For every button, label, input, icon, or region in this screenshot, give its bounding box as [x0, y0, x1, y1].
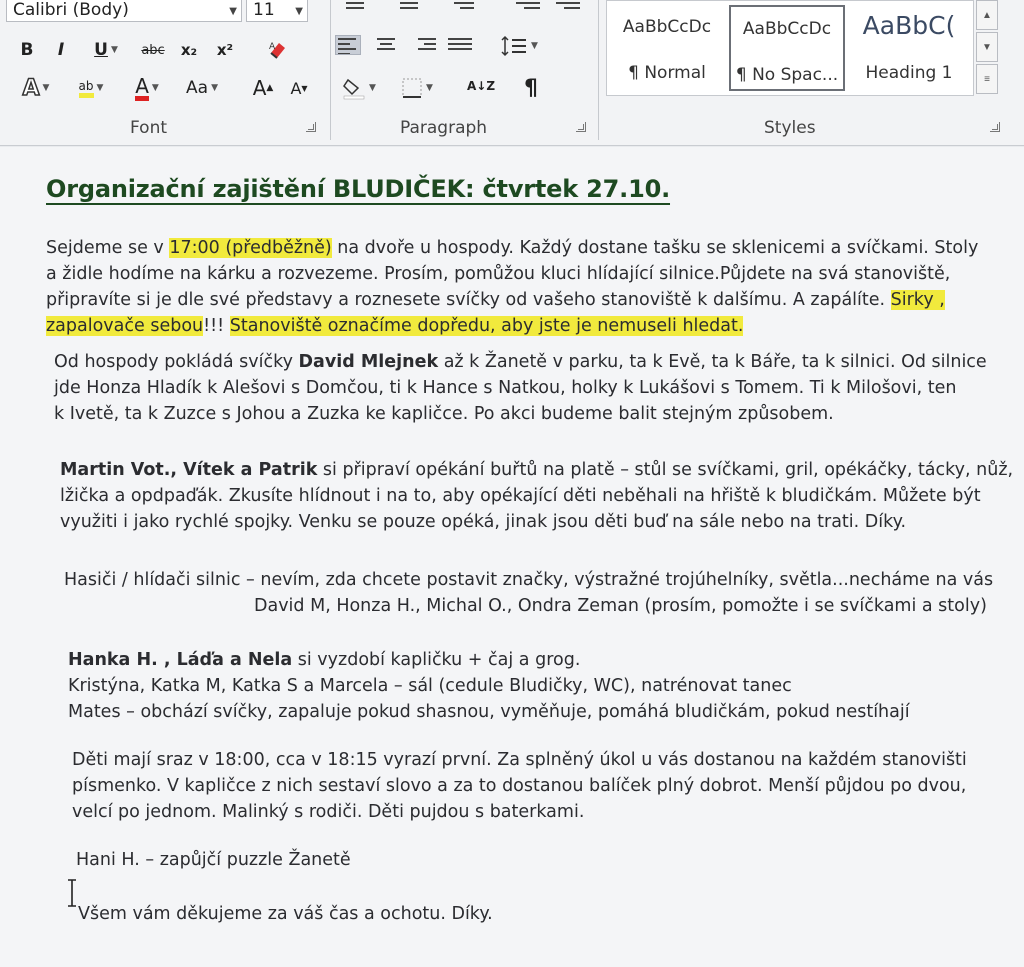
styles-dialog-launcher-icon[interactable]	[990, 122, 1000, 132]
chevron-down-icon: ▼	[229, 6, 237, 17]
gallery-scroll-down-button[interactable]	[976, 32, 998, 62]
style-name: ¶ No Spac...	[735, 65, 839, 85]
font-name-combo[interactable]	[6, 0, 242, 22]
text-run: na dvoře u hospody. Každý dostane tašku se sklenicemi a svíčkami. Stoly	[331, 238, 979, 258]
bold-icon: B	[20, 40, 34, 60]
document-page[interactable]	[0, 147, 1024, 967]
align-center-icon[interactable]	[374, 38, 398, 56]
paragraph-meeting	[46, 235, 978, 339]
text-line: jde Honza Hladík k Alešovi s Domčou, ti k Hance s Natkou, holky k Lukášovi s Tomem. Ti k Milošovi, ten	[54, 378, 957, 398]
svg-text:A: A	[269, 42, 276, 52]
text-run: připravíte si je dle své představy a roznesete svíčky od vašeho stanoviště k dalšímu. A zapálíte.	[46, 290, 891, 310]
highlighted-text: Stanoviště označíme dopředu, aby jste je nemuseli hledat.	[229, 316, 744, 336]
increase-indent-icon[interactable]	[556, 2, 580, 20]
highlighted-time: 17:00 (předběžně)	[169, 238, 332, 258]
superscript-icon: x²	[216, 41, 234, 59]
chevron-down-icon: ▼	[369, 83, 376, 93]
text-line	[54, 349, 987, 375]
font-size-value: 11	[253, 0, 275, 20]
eraser-icon	[267, 39, 289, 61]
text-line: Děti mají sraz v 18:00, cca v 18:15 vyrazí první. Za splněný úkol u vás dostanou na každém stanovišti	[72, 750, 967, 770]
paragraph-group-label: Paragraph	[400, 118, 488, 138]
text-line: David M, Honza H., Michal O., Ondra Zeman (prosím, pomožte i se svíčkami a stoly)	[254, 596, 987, 616]
text-line	[46, 287, 978, 313]
shrink-font-icon: A	[290, 78, 302, 98]
line-spacing-button[interactable]	[496, 32, 542, 60]
font-color-button[interactable]	[124, 74, 170, 102]
chevron-down-icon: ▼	[110, 45, 118, 55]
divider	[598, 0, 599, 140]
grow-font-icon: A	[252, 76, 267, 100]
text-run: Od hospody pokládá svíčky	[54, 352, 299, 372]
sort-icon: A↓Z	[467, 78, 496, 93]
clear-formatting-button[interactable]	[264, 36, 292, 64]
style-heading-1[interactable]	[851, 5, 967, 91]
grow-font-button[interactable]: A ▲	[252, 76, 274, 100]
highlighted-text: Sirky ,	[890, 290, 945, 310]
shrink-font-button[interactable]: A ▼	[290, 78, 308, 98]
text-line: využiti i jako rychlé spojky. Venku se pouze opéká, jinak jsou děti buď na sále nebo na trati. Díky.	[60, 512, 907, 532]
document-title: Organizační zajištění BLUDIČEK: čtvrtek 27.10.	[46, 175, 671, 203]
paragraph-firefighters	[64, 567, 993, 619]
align-right-icon[interactable]	[412, 38, 436, 56]
show-hide-button[interactable]	[516, 74, 546, 102]
more-icon: ≡	[984, 73, 990, 85]
strikethrough-button[interactable]	[138, 36, 168, 64]
font-dialog-launcher-icon[interactable]	[306, 122, 316, 132]
style-no-spacing[interactable]	[729, 5, 845, 91]
text-cursor-icon	[66, 879, 78, 907]
font-size-combo[interactable]	[246, 0, 308, 22]
justify-icon[interactable]	[448, 38, 472, 56]
font-group-label: Font	[130, 118, 168, 138]
bold-name: Martin Vot., Vítek a Patrik	[60, 460, 318, 480]
text-line: Kristýna, Katka M, Katka S a Marcela – sál (cedule Bludičky, WC), natrénovat tanec	[68, 676, 792, 696]
highlighted-text: zapalovače sebou	[46, 316, 204, 336]
divider	[330, 0, 331, 140]
styles-gallery	[606, 0, 974, 96]
subscript-icon: x₂	[180, 41, 198, 59]
text-line	[68, 647, 910, 673]
font-name-value: Calibri (Body)	[13, 0, 129, 20]
paragraph-candles	[54, 349, 987, 427]
bold-name: Hanka H. , Láďa a Nela	[68, 650, 293, 670]
multilevel-list-icon[interactable]	[450, 2, 474, 20]
underline-icon: U	[94, 40, 108, 60]
change-case-button[interactable]	[176, 74, 228, 102]
ribbon	[0, 0, 1024, 146]
underline-button[interactable]	[84, 36, 128, 64]
text-line	[46, 235, 978, 261]
subscript-button[interactable]	[176, 36, 202, 64]
text-line	[46, 313, 978, 339]
numbering-icon[interactable]	[394, 2, 418, 20]
text-line	[60, 457, 1013, 483]
change-case-icon: Aa	[186, 78, 209, 98]
style-name: ¶ Normal	[628, 63, 706, 83]
paragraph-dialog-launcher-icon[interactable]	[576, 122, 586, 132]
paragraph-puzzle: Hani H. – zapůjčí puzzle Žanetě	[76, 850, 351, 870]
text-line: a židle hodíme na kárku a rozvezeme. Prosím, pomůžou kluci hlídající silnice.Půjdete na svá stanoviště,	[46, 264, 951, 284]
text-line: písmenko. V kapličce z nich sestaví slovo a za to dostanou balíček plný dobrot. Menší půjdou po dvou,	[72, 776, 967, 796]
paragraph-grill	[60, 457, 1013, 535]
text-effects-button[interactable]	[14, 74, 58, 102]
bold-button[interactable]	[16, 36, 38, 64]
text-line: Mates – obchází svíčky, zapaluje pokud shasnou, vyměňuje, pomáhá bludičkám, pokud nestíhají	[68, 702, 910, 722]
chevron-down-icon: ▼	[426, 83, 433, 93]
chevron-down-icon: ▼	[42, 83, 50, 93]
text-run: si připraví opékání buřtů na platě – stůl se svíčkami, gril, opékáčky, tácky, nůž,	[317, 460, 1014, 480]
text-run: až k Žanetě v parku, ta k Evě, ta k Báře, ta k silnici. Od silnice	[438, 352, 987, 372]
superscript-button[interactable]	[212, 36, 238, 64]
italic-button[interactable]	[50, 36, 72, 64]
paint-bucket-icon	[342, 76, 366, 100]
shading-button[interactable]	[336, 74, 382, 102]
text-effects-icon: A	[22, 75, 40, 101]
chevron-down-icon: ▼	[211, 83, 218, 93]
chevron-down-icon: ▼	[295, 6, 303, 17]
text-line: Hasiči / hlídači silnic – nevím, zda chcete postavit značky, výstražné trojúhelníky, světla...necháme na vás	[64, 570, 994, 590]
font-color-icon: A	[135, 76, 149, 101]
strikethrough-icon: abc	[141, 42, 165, 58]
pilcrow-icon: ¶	[524, 75, 538, 101]
bullets-icon[interactable]	[340, 2, 364, 20]
style-sample: AaBbC(	[862, 11, 956, 40]
line-spacing-icon	[500, 35, 528, 57]
text-run: !!!	[203, 316, 230, 336]
chevron-down-icon: ▼	[96, 83, 104, 93]
sort-button[interactable]	[462, 72, 496, 100]
chevron-up-icon: ▲	[982, 9, 992, 21]
gallery-scroll-up-button[interactable]	[976, 0, 998, 30]
chevron-down-icon: ▼	[982, 41, 992, 53]
bold-name: David Mlejnek	[298, 352, 439, 372]
borders-icon	[401, 77, 423, 99]
style-sample: AaBbCcDc	[742, 19, 832, 39]
paragraph-chapel	[68, 647, 910, 725]
style-name: Heading 1	[865, 63, 953, 83]
text-line: lžička a opdpaďák. Zkusíte hlídnout i na to, aby opékající děti neběhali na hřiště k bludičkám. Můžete být	[60, 486, 981, 506]
style-normal[interactable]	[609, 5, 725, 91]
highlighter-icon: ab	[79, 79, 94, 98]
text-run: Sejdeme se v	[46, 238, 170, 258]
text-line: k Ivetě, ta k Zuzce s Johou a Zuzka ke kapličce. Po akci budeme balit stejným způsobem.	[54, 404, 834, 424]
borders-button[interactable]	[392, 74, 442, 102]
decrease-indent-icon[interactable]	[516, 2, 540, 20]
text-run: si vyzdobí kapličku + čaj a grog.	[292, 650, 581, 670]
chevron-down-icon: ▼	[531, 41, 538, 51]
paragraph-thanks: Všem vám děkujeme za váš čas a ochotu. Díky.	[78, 904, 493, 924]
align-left-icon[interactable]	[336, 36, 360, 54]
styles-group-label: Styles	[764, 118, 816, 138]
paragraph-children	[72, 747, 967, 825]
highlight-color-button[interactable]	[66, 74, 116, 102]
gallery-more-button[interactable]	[976, 64, 998, 94]
text-line: velcí po jednom. Malinký s rodiči. Děti pujdou s baterkami.	[72, 802, 585, 822]
style-sample: AaBbCcDc	[622, 17, 712, 37]
chevron-down-icon: ▼	[151, 83, 159, 93]
italic-icon: I	[57, 40, 65, 60]
